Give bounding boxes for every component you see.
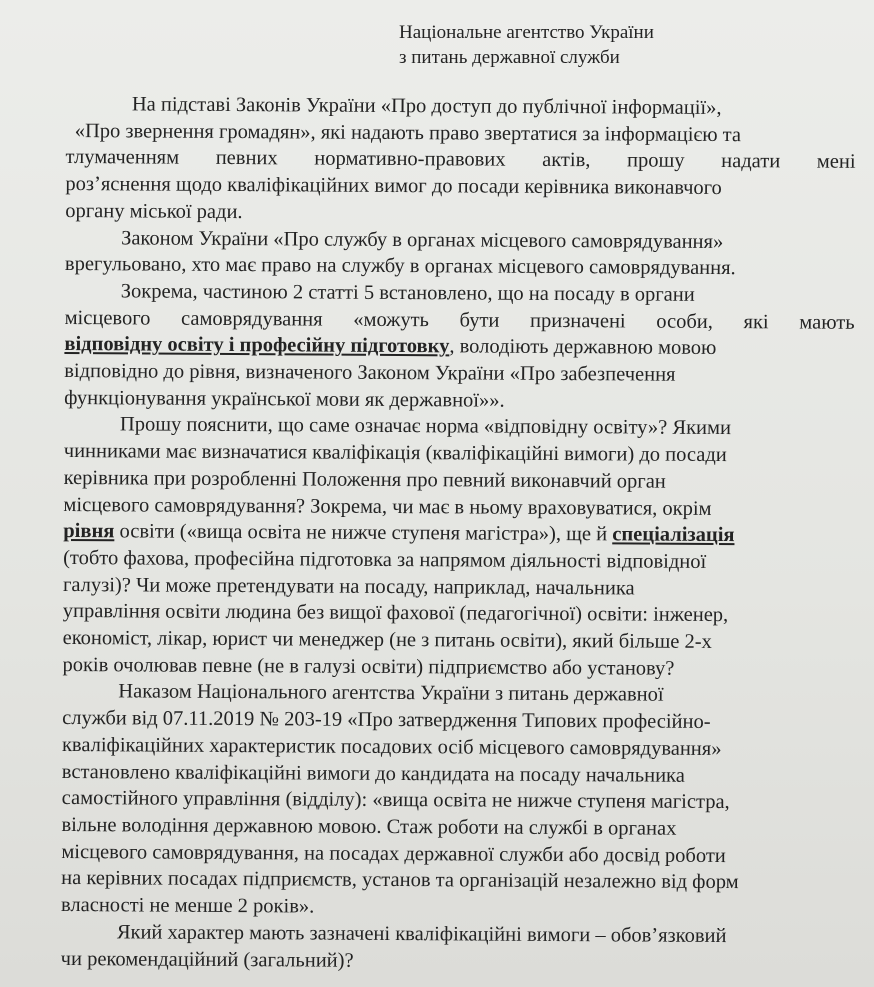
text-line: вільне володіння державною мовою. Стаж роботи на службі в органах	[61, 813, 677, 840]
text-line: керівника при розробленні Положення про певний виконавчий орган	[63, 466, 666, 493]
text-line: органу міської ради.	[65, 199, 243, 223]
emphasis-specialization: спеціалізація	[612, 523, 735, 547]
text-line: місцевого самоврядування? Зокрема, чи має в ньому враховуватися, окрім	[63, 493, 712, 520]
text-line: економіст, лікар, юрист чи менеджер (не з питань освіти), який більше 2-х	[62, 627, 712, 654]
text-line: власності не менше 2 років».	[60, 894, 315, 918]
paragraph-article-5	[64, 278, 855, 416]
text-line: на керівних посадах підприємств, установ та організацій незалежно від форм	[61, 867, 739, 894]
text-line: чи рекомендаційний (загальний)?	[60, 947, 354, 972]
paragraph-legal-basis	[65, 91, 856, 229]
text-line: На підставі Законів України «Про доступ до публічної інформації»,	[131, 93, 722, 120]
addressee-block	[399, 20, 654, 70]
text-fragment: , володіють державною мовою	[449, 335, 717, 360]
addressee-line: Національне агентство України	[399, 22, 654, 43]
text-line: роз’яснення щодо кваліфікаційних вимог до посади керівника виконавчого	[65, 173, 722, 200]
text-line: місцевого самоврядування «можуть бути призначені особи, які мають	[64, 306, 855, 334]
letter-body	[61, 91, 856, 977]
text-line: встановлено кваліфікаційні вимоги до кандидата на посаду начальника	[61, 760, 685, 787]
paragraph-question-education	[62, 411, 854, 683]
text-line: «Про звернення громадян», які надають право звертатися за інформацією та	[74, 119, 742, 146]
paragraph-final-question	[61, 919, 851, 977]
text-line: кваліфікаційних характеристик посадових осіб місцевого самоврядування»	[61, 733, 722, 760]
text-line: Зокрема, частиною 2 статті 5 встановлено, що на посаду в органи	[120, 280, 695, 306]
text-line: тлумаченням певних нормативно-правових актів, прошу надати мені	[65, 146, 856, 174]
paragraph-order-reference	[61, 678, 852, 923]
text-line: врегульовано, хто має право на службу в органах місцевого самоврядування.	[64, 253, 736, 280]
text-line: служби від 07.11.2019 № 203-19 «Про затвердження Типових професійно-	[62, 707, 711, 734]
emphasis-level: рівня	[63, 520, 115, 543]
text-line: чинниками має визначатися кваліфікація (кваліфікаційні вимоги) до посади	[63, 440, 727, 467]
text-line: відповідно до рівня, визначеного Законом України «Про забезпечення	[64, 360, 676, 386]
paragraph-law-reference	[65, 225, 855, 283]
text-line: Наказом Національного агентства України з питань державної	[118, 680, 664, 707]
text-line: функціонування української мови як державної»».	[64, 386, 505, 412]
text-line: управління освіти людина без вищої фахової (педагогічної) освіти: інженер,	[62, 600, 729, 627]
text-line: (тобто фахова, професійна підготовка за напрямом діяльності відповідної	[63, 546, 707, 573]
emphasis-education: відповідну освіту і професійну підготовку	[64, 333, 450, 358]
text-line: років очолював певне (не в галузі освіти) підприємство або установу?	[62, 653, 675, 680]
text-line: самостійного управління (відділу): «вища освіта не нижче ступеня магістра,	[61, 787, 730, 814]
text-line: галузі)? Чи може претендувати на посаду, наприклад, начальника	[62, 573, 635, 600]
text-fragment: освіти («вища освіта не нижче ступеня магістра»), ще й	[114, 520, 613, 546]
text-line: місцевого самоврядування, на посадах державної служби або досвід роботи	[61, 840, 726, 867]
text-line: Прошу пояснити, що саме означає норма «відповідну освіту»? Якими	[119, 413, 732, 440]
text-line: Законом України «Про службу в органах місцевого самоврядування»	[121, 226, 724, 253]
addressee-line: з питань державної служби	[399, 47, 620, 68]
text-line: Який характер мають зазначені кваліфікаційні вимоги – обов’язковий	[116, 921, 727, 947]
